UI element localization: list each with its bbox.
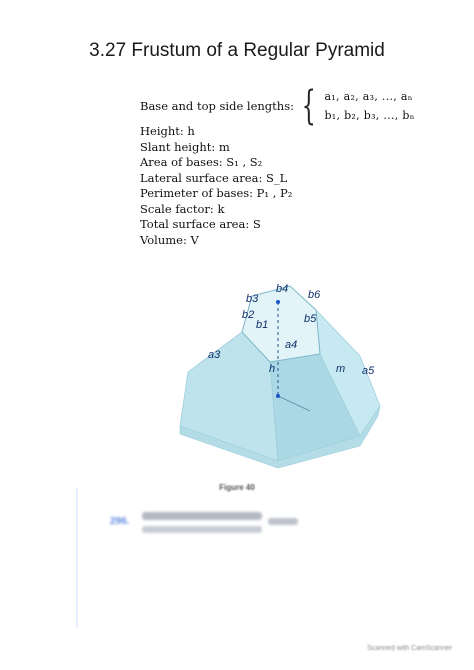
label-a5: a5 — [362, 365, 375, 377]
property-scale-factor: Scale factor: k — [140, 201, 225, 216]
curly-brace-icon: { — [301, 83, 316, 129]
property-slant-height: Slant height: m — [140, 139, 230, 154]
frustum-diagram — [170, 276, 390, 476]
bottom-sides-sequence: a₁, a₂, a₃, ..., aₙ — [324, 90, 413, 103]
formula-smudge-2 — [142, 526, 262, 533]
side-lengths-label: Base and top side lengths: — [140, 99, 294, 113]
property-list — [140, 124, 292, 248]
label-b1: b1 — [256, 319, 269, 331]
label-b6: b6 — [308, 289, 321, 301]
figure-caption: Figure 40 — [219, 483, 255, 492]
label-a3: a3 — [208, 349, 221, 361]
formula-smudge-3 — [268, 518, 298, 525]
side-lengths-block — [140, 83, 415, 129]
formula-number: 296. — [110, 516, 130, 527]
top-sides-sequence: b₁, b₂, b₃, ..., bₙ — [324, 109, 415, 122]
formula-smudge-1 — [142, 512, 262, 520]
top-center-dot — [276, 300, 280, 304]
base-center-dot — [276, 394, 280, 398]
property-height: Height: h — [140, 124, 195, 138]
property-base-areas: Area of bases: S₁ , S₂ — [140, 155, 263, 169]
label-h: h — [269, 363, 276, 375]
label-m: m — [336, 363, 346, 375]
page-title: 3.27 Frustum of a Regular Pyramid — [89, 40, 385, 61]
page-edge-line — [76, 488, 78, 628]
label-a4: a4 — [285, 339, 298, 351]
property-volume: Volume: V — [140, 232, 199, 247]
watermark: Scanned with CamScanner — [367, 645, 452, 652]
label-b2: b2 — [242, 309, 255, 321]
label-b5: b5 — [304, 313, 317, 325]
label-b3: b3 — [246, 293, 259, 305]
property-perimeters: Perimeter of bases: P₁ , P₂ — [140, 186, 293, 200]
frustum-figure — [170, 276, 390, 480]
blurred-formula-graphic — [110, 506, 310, 538]
property-lateral-area: Lateral surface area: S_L — [140, 170, 288, 185]
property-total-area: Total surface area: S — [140, 217, 261, 231]
side-length-sequences — [324, 87, 414, 125]
label-b4: b4 — [276, 283, 289, 295]
blurred-formula — [110, 506, 310, 538]
